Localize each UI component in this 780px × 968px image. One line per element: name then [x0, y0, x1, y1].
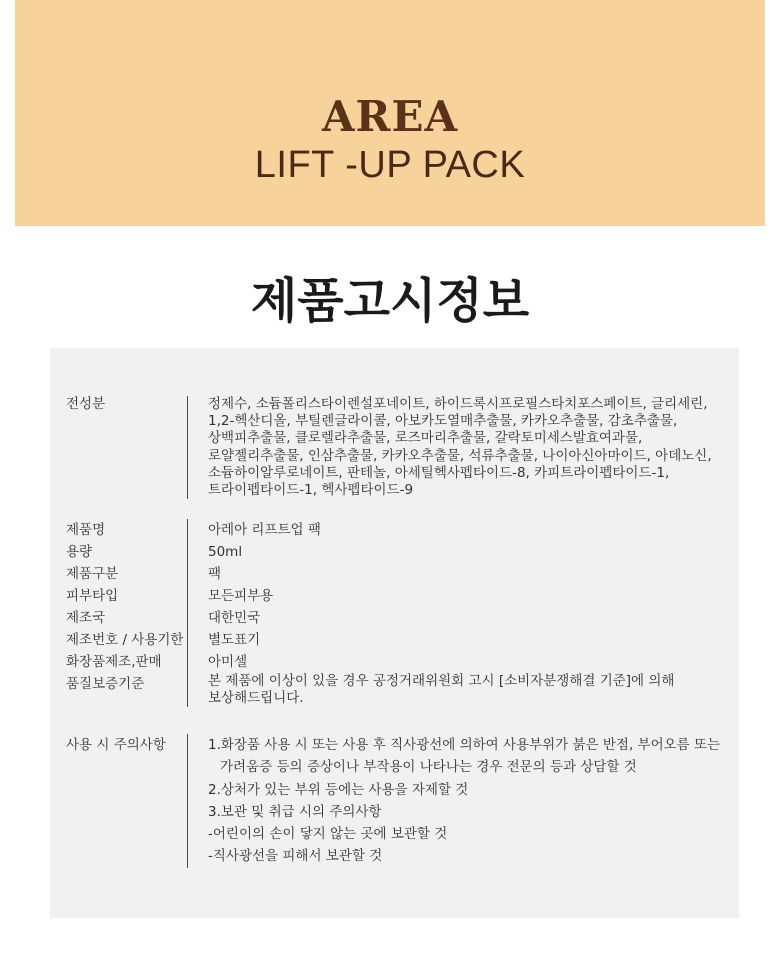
brand-name: AREA [321, 92, 459, 141]
product-banner [15, 0, 765, 226]
detail-label-name: 제품명 [66, 522, 106, 538]
product-info-panel [50, 348, 739, 918]
detail-label-manufacturer: 화장품제조,판매 [66, 654, 162, 670]
cautions-label: 사용 시 주의사항 [66, 737, 166, 753]
detail-value-quality: 본 제품에 이상이 있을 경우 공정거래위원회 고시 [소비자분쟁해결 기준]에 의해 [208, 673, 675, 689]
detail-value-lot: 별도표기 [208, 632, 261, 648]
caution-line: 가려움증 등의 증상이나 부작용이 나타나는 경우 전문의 등과 상담할 것 [220, 759, 637, 776]
caution-line: -어린이의 손이 닿지 않는 곳에 보관할 것 [208, 826, 448, 843]
ingredients-line: 1,2-헥산디올, 부틸렌글라이콜, 아보카도열매추출물, 카카오추출물, 감초추출물, [208, 413, 678, 430]
product-details-section [50, 519, 739, 707]
ingredients-line: 정제수, 소듐폴리스타이렌설포네이트, 하이드록시프로필스타치포스페이트, 글리세린, [208, 396, 708, 412]
detail-label-lot: 제조번호 / 사용기한 [66, 632, 184, 648]
detail-label-country: 제조국 [66, 610, 106, 626]
cautions-section [50, 734, 739, 868]
detail-label-volume: 용량 [66, 544, 93, 560]
caution-line: 3.보관 및 취급 시의 주의사항 [208, 803, 382, 820]
detail-value-category: 팩 [208, 566, 222, 582]
product-name: LIFT -UP PACK [254, 144, 526, 186]
ingredients-label: 전성분 [66, 396, 106, 412]
detail-value-volume: 50ml [208, 544, 243, 560]
caution-line: 1.화장품 사용 시 또는 사용 후 직사광선에 의하여 사용부위가 붉은 반점, 부어오름 또는 [208, 737, 721, 753]
detail-label-skin-type: 피부타입 [66, 588, 119, 604]
ingredients-line: 상백피추출물, 클로렐라추출물, 로즈마리추출물, 갈락토미세스발효여과물, [208, 430, 643, 447]
details-labels [50, 519, 187, 707]
ingredients-section [50, 396, 739, 499]
detail-label-quality: 품질보증기준 [66, 676, 145, 692]
detail-value-quality-cont: 보상해드립니다. [208, 690, 304, 706]
ingredients-line: 트라이펩타이드-1, 헥사펩타이드-9 [208, 482, 414, 499]
page-title: 제품고시정보 [250, 273, 530, 329]
details-values [187, 519, 739, 707]
detail-value-country: 대한민국 [208, 610, 261, 626]
detail-value-manufacturer: 아미셀 [208, 654, 248, 670]
ingredients-line: 소듐하이알루로네이트, 판테놀, 아세틸헥사펩타이드-8, 카피트라이펩타이드-1, [208, 464, 670, 481]
ingredients-line: 로얄젤리추출물, 인삼추출물, 카카오추출물, 석류추출물, 나이아신아마이드, 아데노신, [208, 447, 712, 464]
caution-line: -직사광선을 피해서 보관할 것 [208, 848, 383, 865]
caution-line: 2.상처가 있는 부위 등에는 사용을 자제할 것 [208, 781, 469, 798]
detail-label-category: 제품구분 [66, 566, 119, 582]
ingredients-list [187, 396, 739, 499]
detail-value-skin-type: 모든피부용 [208, 588, 274, 604]
cautions-list [187, 734, 739, 868]
detail-value-name: 아레아 리프트업 팩 [208, 522, 321, 538]
